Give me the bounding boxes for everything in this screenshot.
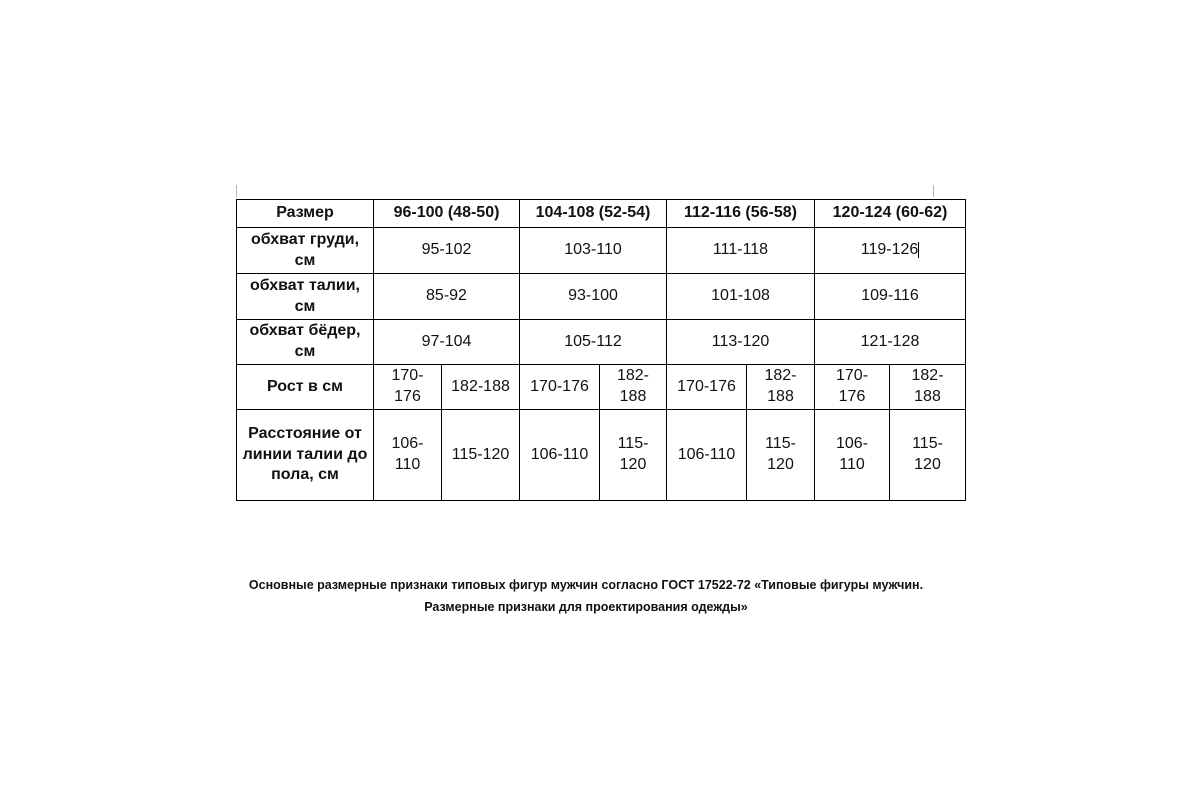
chest-value-4: 119-126 (860, 241, 919, 259)
hips-value-4: 121-128 (815, 320, 966, 365)
distance-value-1 (374, 410, 442, 501)
size-table (236, 199, 966, 501)
distance-value-text: 115-120 (912, 435, 943, 473)
distance-label: Расстояние от линии талии до пола, см (237, 410, 374, 501)
height-value-5: 170-176 (667, 365, 747, 410)
height-value-6 (747, 365, 815, 410)
distance-value-text: 115-120 (617, 435, 649, 473)
height-value-1 (374, 365, 442, 410)
height-value-4 (600, 365, 667, 410)
height-value-2: 182-188 (442, 365, 520, 410)
distance-value-6 (747, 410, 815, 501)
caption (230, 574, 942, 618)
distance-value-text: 106-110 (836, 435, 869, 473)
height-value-text: 182-188 (616, 367, 650, 405)
distance-value-8 (890, 410, 966, 501)
chest-value-3: 111-118 (667, 228, 815, 274)
height-value-3: 170-176 (520, 365, 600, 410)
chest-value-4-cell[interactable] (815, 228, 966, 274)
hips-value-3: 113-120 (667, 320, 815, 365)
height-value-text: 182-188 (911, 367, 944, 405)
chest-value-1: 95-102 (374, 228, 520, 274)
size-header-1: 96-100 (48-50) (374, 200, 520, 228)
waist-label: обхват талии, см (237, 274, 374, 320)
hips-value-1: 97-104 (374, 320, 520, 365)
hips-value-2: 105-112 (520, 320, 667, 365)
page-margin-mark-left (236, 185, 237, 197)
distance-row (237, 410, 966, 501)
size-header-3: 112-116 (56-58) (667, 200, 815, 228)
waist-value-4: 109-116 (815, 274, 966, 320)
distance-value-text: 106-110 (391, 435, 424, 473)
height-value-text: 170-176 (391, 367, 424, 405)
height-value-text: 182-188 (764, 367, 797, 405)
height-row (237, 365, 966, 410)
waist-value-2: 93-100 (520, 274, 667, 320)
height-value-text: 170-176 (836, 367, 869, 405)
size-header-4: 120-124 (60-62) (815, 200, 966, 228)
distance-value-text: 115-120 (765, 435, 796, 473)
header-label: Размер (237, 200, 374, 228)
page-margin-mark-right (933, 185, 934, 197)
caption-line-2: Размерные признаки для проектирования одежды» (424, 600, 748, 614)
waist-value-3: 101-108 (667, 274, 815, 320)
hips-row (237, 320, 966, 365)
caption-line-1: Основные размерные признаки типовых фигур мужчин согласно ГОСТ 17522-72 «Типовые фигуры мужчин. (248, 578, 924, 592)
waist-row (237, 274, 966, 320)
text-cursor (918, 242, 919, 258)
chest-label: обхват груди, см (237, 228, 374, 274)
distance-value-4 (600, 410, 667, 501)
distance-value-2: 115-120 (442, 410, 520, 501)
header-row (237, 200, 966, 228)
distance-value-7 (815, 410, 890, 501)
height-value-7 (815, 365, 890, 410)
distance-value-5: 106-110 (667, 410, 747, 501)
hips-label: обхват бёдер, см (237, 320, 374, 365)
height-value-8 (890, 365, 966, 410)
chest-value-2: 103-110 (520, 228, 667, 274)
distance-value-3: 106-110 (520, 410, 600, 501)
size-header-2: 104-108 (52-54) (520, 200, 667, 228)
height-label: Рост в см (237, 365, 374, 410)
chest-row (237, 228, 966, 274)
waist-value-1: 85-92 (374, 274, 520, 320)
